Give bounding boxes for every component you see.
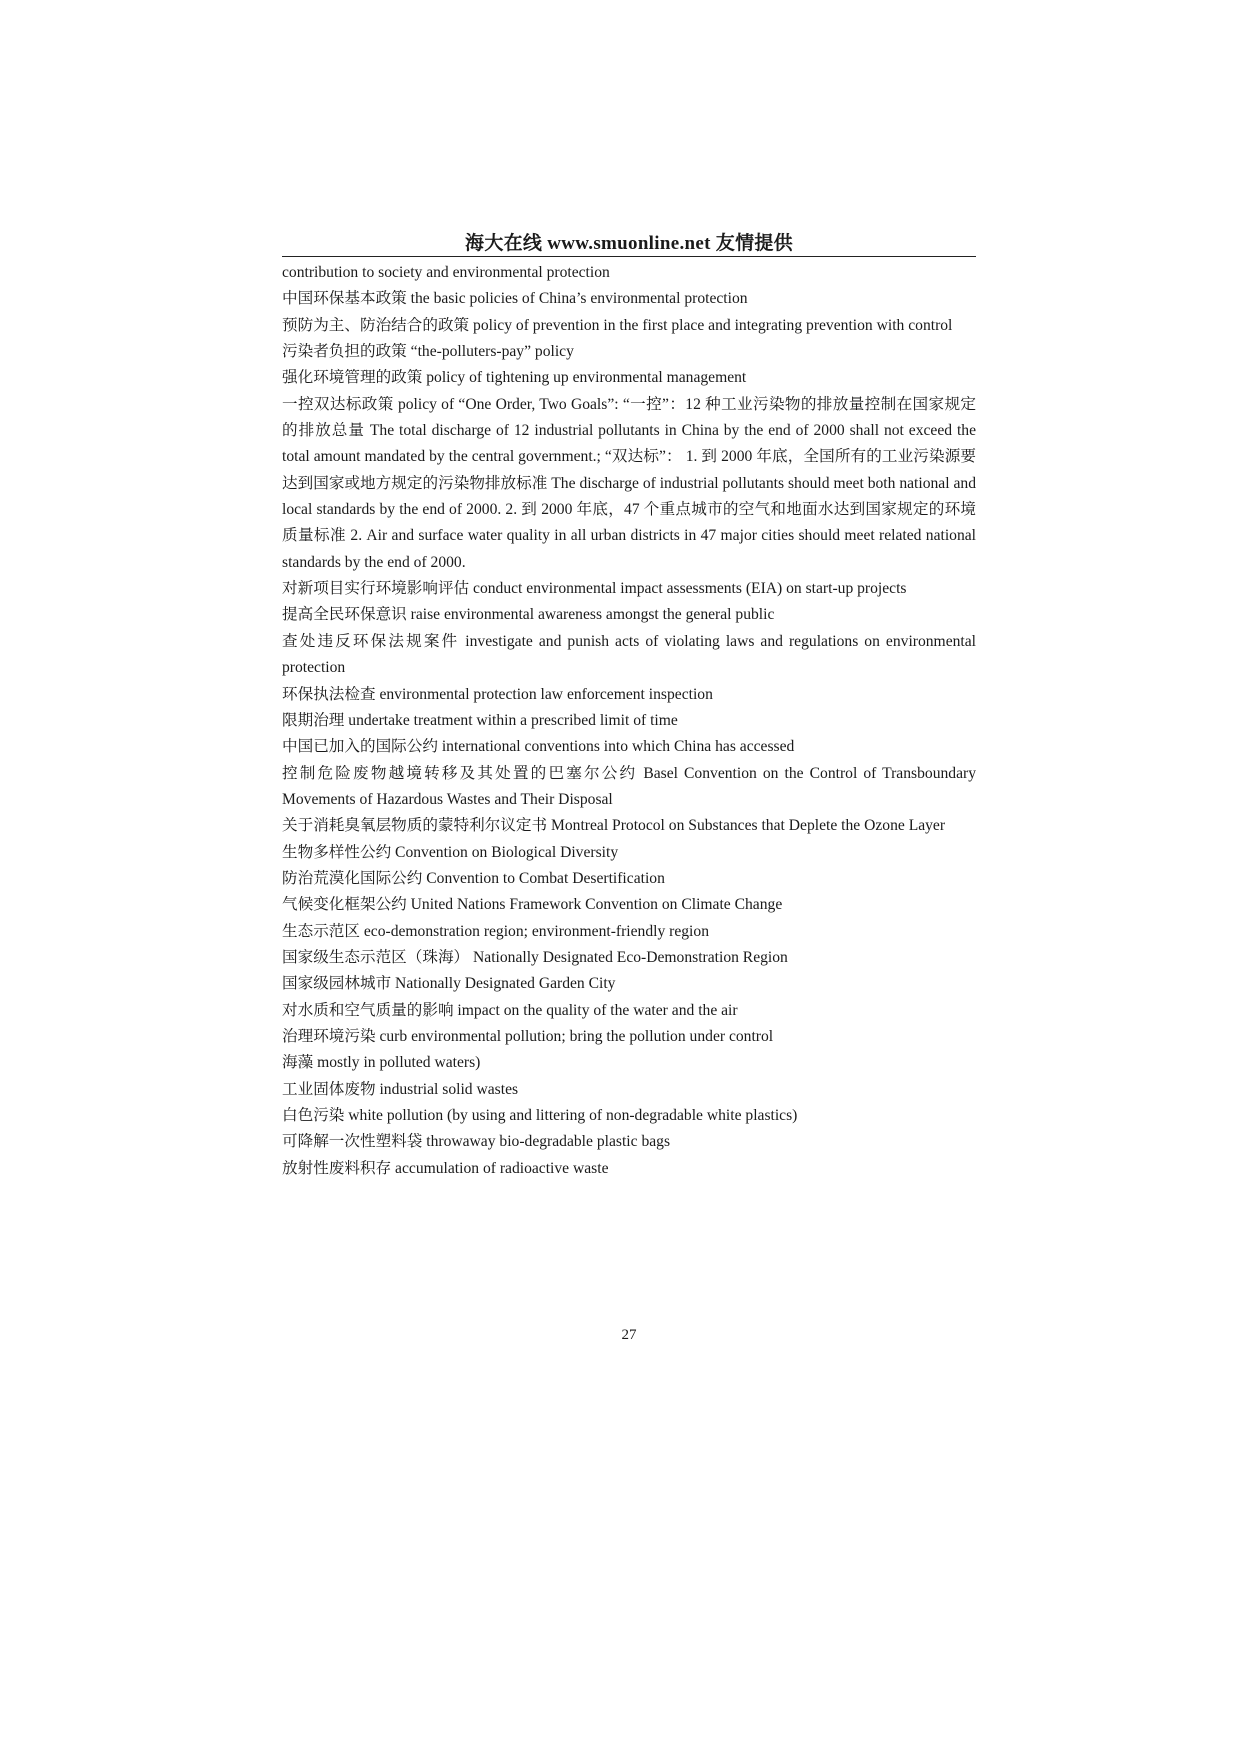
glossary-entry: 工业固体废物 industrial solid wastes [282,1080,519,1098]
glossary-entry: 国家级生态示范区（珠海） Nationally Designated Eco-Demonstration Region [282,948,788,966]
glossary-entry: 放射性废料积存 accumulation of radioactive waste [282,1159,609,1177]
glossary-entry: 环保执法检查 environmental protection law enforcement inspection [282,685,713,703]
page-number: 27 [621,1327,637,1343]
glossary-entry: 一控双达标政策 policy of “One Order, Two Goals”: “一控”：12 种工业污染物的排放量控制在国家规定的排放总量 The total discharge of 12 industrial pollutants in China by the end of 2000 shall not exceed the total amount mandated by the central government.; “双达标”： 1. 到 2000 年底，全国所有的工业污染源要达到国家或地方规定的污染物排放标准 The discharge of industrial pollutants should meet both national and local standards by the end of 2000. 2. 到 2000 年底，47 个重点城市的空气和地面水达到国家规定的环境质量标准 2. Air and surface water quality in all urban districts in 47 major cities should meet related national standards by the end of 2000. [282,395,976,571]
glossary-entry: 生物多样性公约 Convention on Biological Diversity [282,843,619,861]
glossary-entry: 对水质和空气质量的影响 impact on the quality of the water and the air [282,1001,738,1019]
header-rule [282,256,976,257]
glossary-entry: 中国已加入的国际公约 international conventions into which China has accessed [282,738,795,756]
glossary-body [282,260,976,1182]
glossary-entry: 关于消耗臭氧层物质的蒙特利尔议定书 Montreal Protocol on Substances that Deplete the Ozone Layer [282,817,946,835]
glossary-entry: 对新项目实行环境影响评估 conduct environmental impact assessments (EIA) on start-up projects [282,580,907,598]
glossary-entry: 污染者负担的政策 “the-polluters-pay” policy [282,343,574,361]
glossary-entry: 强化环境管理的政策 policy of tightening up environmental management [282,369,747,387]
glossary-entry: 限期治理 undertake treatment within a prescribed limit of time [282,711,678,729]
glossary-entry: 中国环保基本政策 the basic policies of China’s environmental protection [282,290,748,308]
glossary-entry: 预防为主、防治结合的政策 policy of prevention in the first place and integrating prevention with control [282,316,953,334]
glossary-entry: contribution to society and environmental protection [282,264,610,281]
glossary-entry: 生态示范区 eco-demonstration region; environment-friendly region [282,922,709,940]
glossary-entry: 气候变化框架公约 United Nations Framework Convention on Climate Change [282,896,783,914]
glossary-entry: 查处违反环保法规案件 investigate and punish acts of violating laws and regulations on environmental protection [282,632,976,677]
glossary-entry: 治理环境污染 curb environmental pollution; bring the pollution under control [282,1027,774,1045]
glossary-entry: 可降解一次性塑料袋 throwaway bio-degradable plastic bags [282,1133,671,1151]
glossary-entry: 控制危险废物越境转移及其处置的巴塞尔公约 Basel Convention on the Control of Transboundary Movements of Hazardous Wastes and Their Disposal [282,764,976,808]
glossary-entry: 国家级园林城市 Nationally Designated Garden City [282,975,616,993]
glossary-entry: 海藻 mostly in polluted waters) [282,1054,481,1072]
glossary-entry: 白色污染 white pollution (by using and littering of non-degradable white plastics) [282,1107,798,1124]
page-header: 海大在线 www.smuonline.net 友情提供 [465,233,793,254]
glossary-entry: 提高全民环保意识 raise environmental awareness amongst the general public [282,606,775,624]
glossary-entry: 防治荒漠化国际公约 Convention to Combat Desertification [282,869,665,887]
